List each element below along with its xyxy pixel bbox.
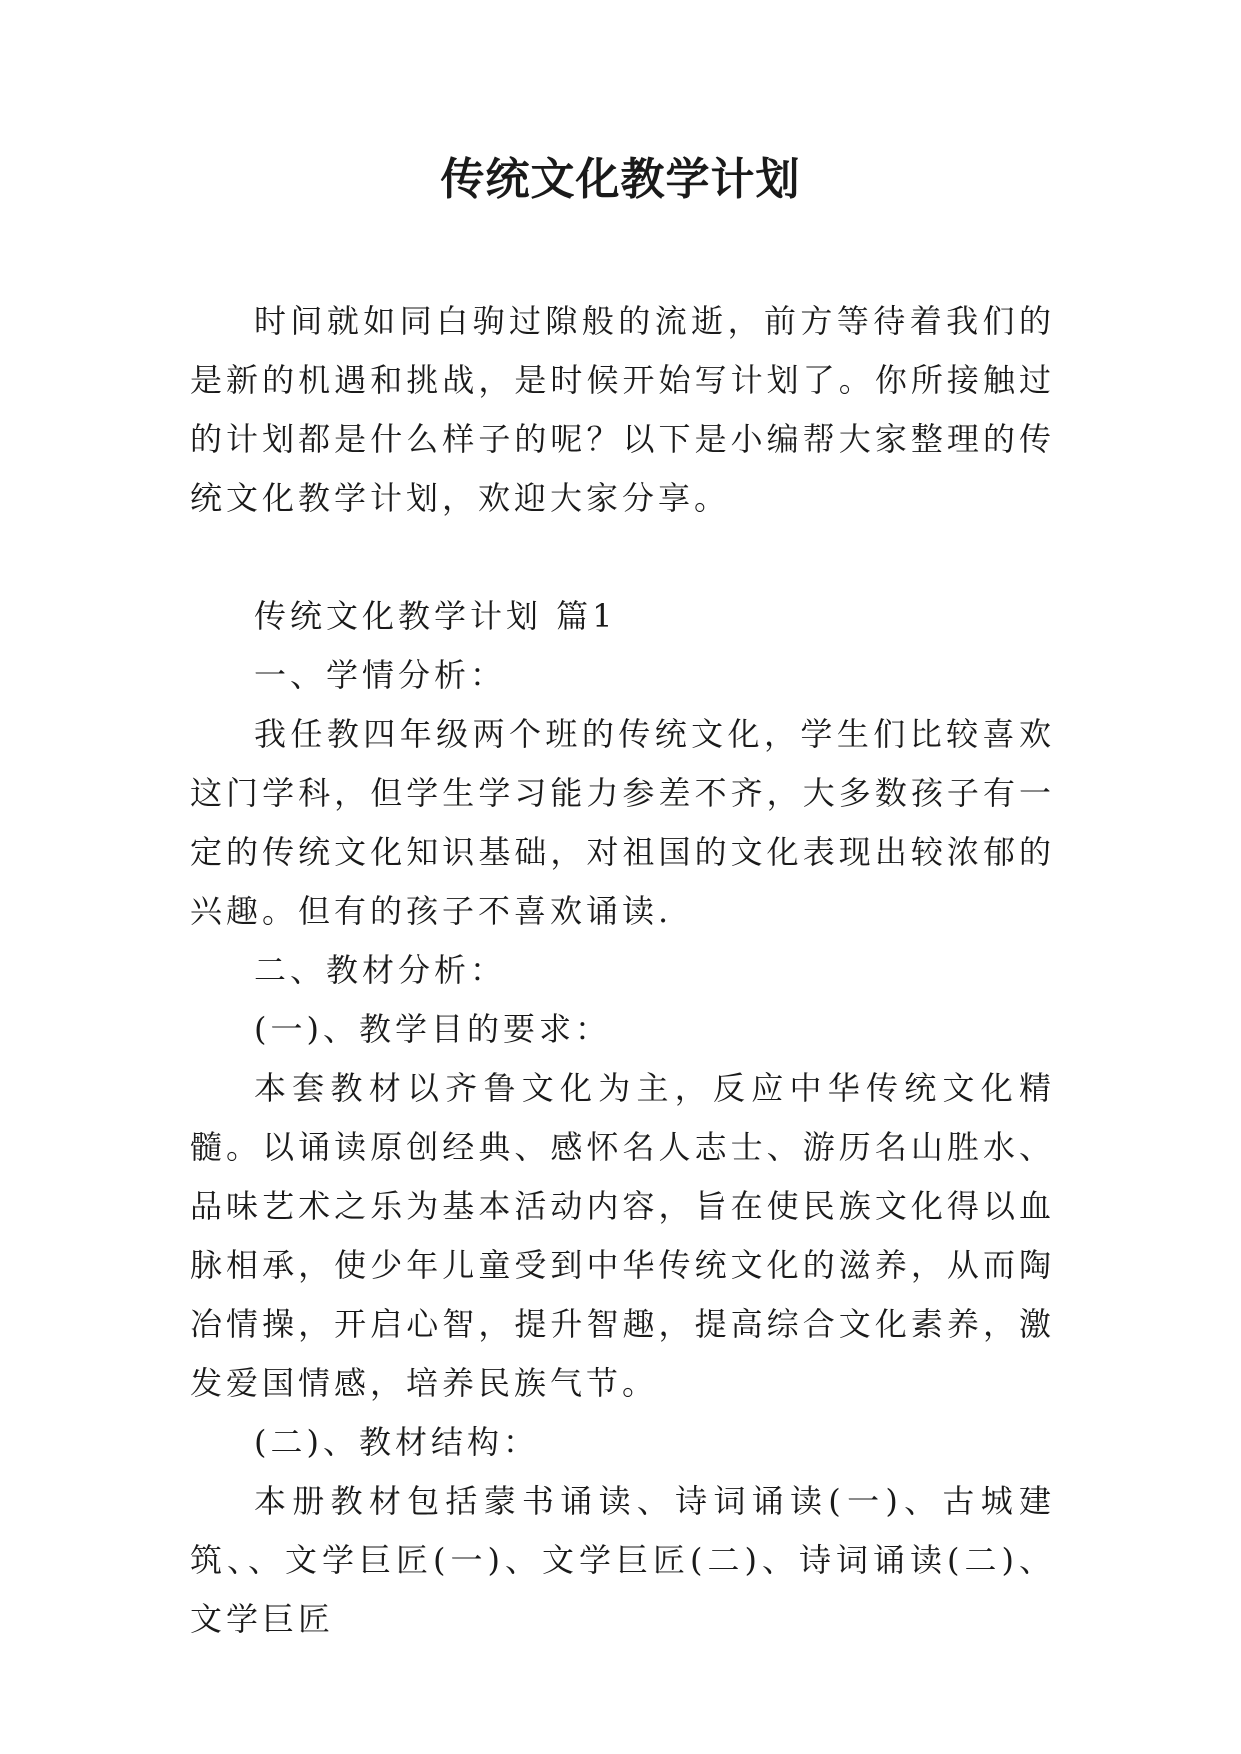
- section-heading: 传统文化教学计划 篇1: [254, 597, 617, 635]
- body-paragraph: 我任教四年级两个班的传统文化，学生们比较喜欢这门学科，但学生学习能力参差不齐，大多数孩子有一定的传统文化知识基础，对祖国的文化表现出较浓郁的兴趣。但有的孩子不喜欢诵读.: [190, 715, 1055, 930]
- subheading-learning-analysis: 一、学情分析：: [254, 656, 507, 694]
- subheading-textbook-analysis: 二、教材分析：: [254, 951, 507, 989]
- document-body: [190, 292, 1055, 1649]
- body-paragraph: 本套教材以齐鲁文化为主，反应中华传统文化精髓。以诵读原创经典、感怀名人志士、游历名山胜水、品味艺术之乐为基本活动内容，旨在使民族文化得以血脉相承，使少年儿童受到中华传统文化的滋养，从而陶冶情操，开启心智，提升智趣，提高综合文化素养，激发爱国情感，培养民族气节。: [190, 1069, 1055, 1402]
- subheading-teaching-goals: (一)、教学目的要求：: [254, 1010, 611, 1048]
- body-paragraph: 本册教材包括蒙书诵读、诗词诵读(一)、古城建筑、、文学巨匠(一)、文学巨匠(二)、诗词诵读(二)、文学巨匠: [190, 1482, 1055, 1638]
- intro-paragraph: 时间就如同白驹过隙般的流逝，前方等待着我们的是新的机遇和挑战，是时候开始写计划了。你所接触过的计划都是什么样子的呢？以下是小编帮大家整理的传统文化教学计划，欢迎大家分享。: [190, 302, 1055, 517]
- document-title: 传统文化教学计划: [440, 154, 801, 205]
- subheading-textbook-structure: (二)、教材结构：: [254, 1423, 539, 1461]
